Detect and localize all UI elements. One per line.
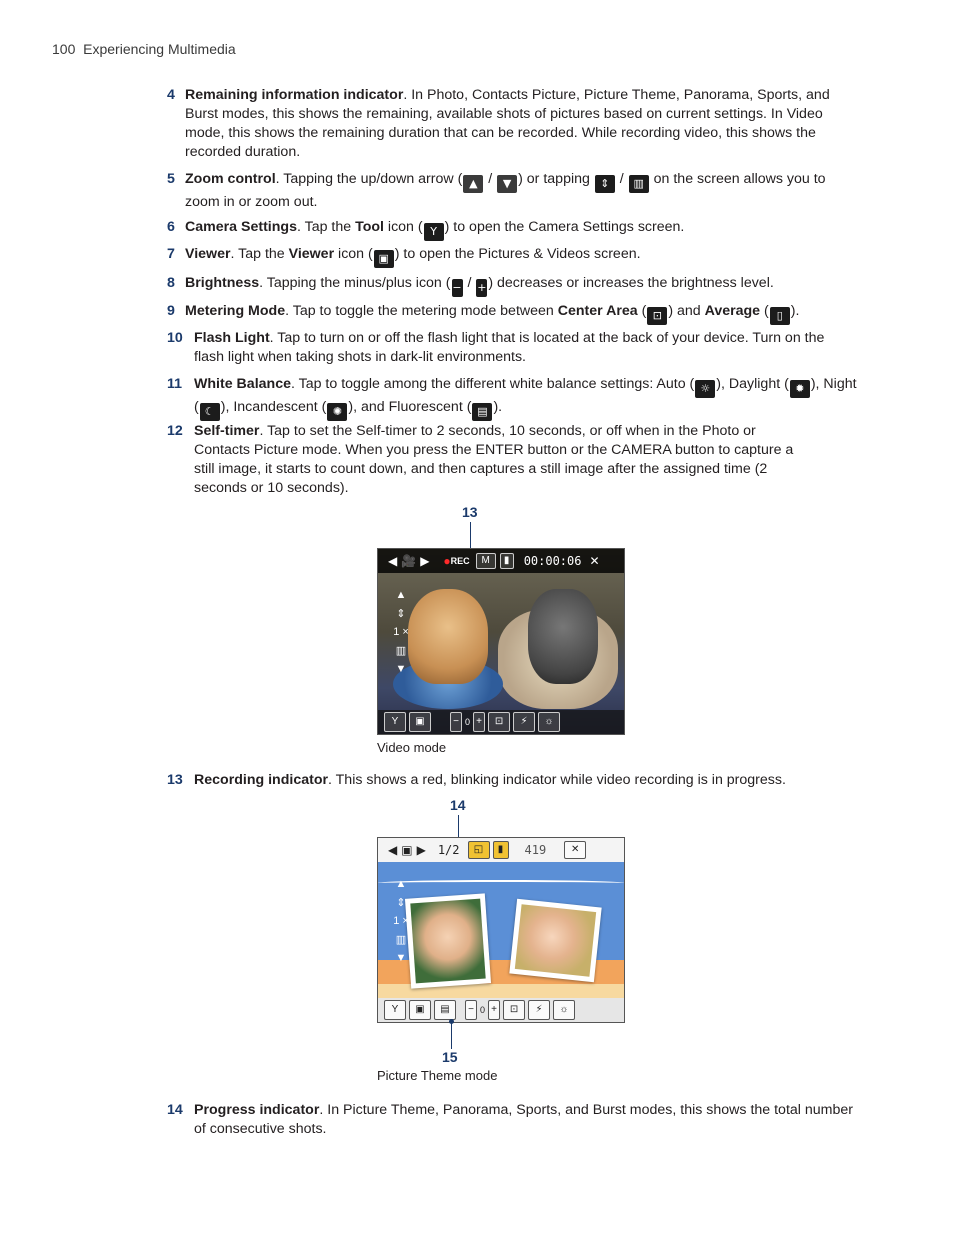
storage-icon: ◱ [468,841,490,859]
close-icon[interactable]: ✕ [564,841,586,859]
remaining-shots: 419 [524,843,547,857]
callout-15-leader [451,1021,452,1049]
item-number: 6 [167,219,175,235]
minus-icon[interactable]: − [450,712,462,732]
brightness-level: 0 [480,1005,486,1015]
list-item-6 [167,218,857,241]
minus-icon: − [452,279,463,297]
wb-daylight-icon: ✹ [790,380,810,398]
item-text: ( [760,303,769,319]
zoom-up-arrow-icon: ▲ [463,175,483,193]
tool-icon: Y [424,223,444,241]
callout-15: 15 [442,1049,458,1065]
item-text: . Tap the [230,246,289,262]
photo-schnauzer [528,589,598,684]
item-title: White Balance [194,376,291,392]
zoom-in-icon[interactable]: ⇕ [396,897,406,909]
item-text: . This shows a red, blinking indicator while video recording is in progress. [328,772,786,788]
item-title: Viewer [185,246,231,262]
figure-caption: Picture Theme mode [377,1068,498,1083]
plus-icon: + [476,279,487,297]
battery-icon: ▮ [500,553,514,569]
picture-theme-screenshot [377,837,625,1023]
item-bold: Viewer [288,246,335,262]
wb-fluorescent-icon: ▤ [472,403,492,421]
list-item-14 [167,1101,857,1139]
brightness-level: 0 [465,717,471,727]
progress-indicator: 1/2 [437,843,460,857]
theme-photo-frame-2 [509,899,601,982]
list-item-5: 5 Zoom control. Tapping the up/down arrow ( ▲ / ▼ ) or tapping ⇕ / ▥ on the screen allows you to zoom in or zoom out. [167,171,826,210]
recording-indicator: REC [450,556,470,566]
item-text: . Tap the [296,219,356,235]
camera-bottom-bar [378,998,624,1022]
item-number: 14 [167,1102,183,1118]
item-text: ), and Fluorescent ( [348,399,472,415]
item-text: . In Picture Theme, Panorama, Sports, and Burst modes, this shows the total number of consecutive shots. [194,1102,853,1137]
item-number: 13 [167,772,183,788]
zoom-out-icon[interactable]: ▥ [395,934,407,946]
item-text: ) to open the Camera Settings screen. [444,219,685,235]
item-text: ). [493,399,503,415]
video-mode-screenshot [377,548,625,735]
item-text: on the screen allows you to zoom in or zoom out. [185,171,826,210]
center-area-icon[interactable]: ⊡ [488,712,510,732]
remaining-duration: 00:00:06 [523,554,582,568]
plus-icon[interactable]: + [488,1000,500,1020]
video-mode-icon: 🎥 [401,554,417,568]
item-title: Zoom control [185,171,276,187]
minus-icon[interactable]: − [465,1000,477,1020]
item-title: Brightness [185,275,260,291]
item-text: ), Incandescent ( [220,399,327,415]
item-title: Metering Mode [185,303,286,319]
item-text: ) decreases or increases the brightness level. [488,275,774,291]
figure-caption: Video mode [377,740,447,755]
photo-pomeranian [408,589,488,684]
recording-dot-icon: ● [443,554,451,568]
average-icon: ▯ [770,307,790,325]
viewer-icon: ▣ [374,250,394,268]
battery-icon: ▮ [493,841,509,859]
item-title: Flash Light [194,330,270,346]
template-select-icon[interactable]: ▤ [434,1000,456,1020]
wb-auto-icon[interactable]: ☼ [538,712,560,732]
item-bold: Average [704,303,761,319]
item-text: ( [637,303,647,319]
list-item-10 [167,329,857,367]
viewer-icon[interactable]: ▣ [409,1000,431,1020]
storage-icon: M [476,553,496,569]
zoom-in-icon[interactable]: ⇕ [396,608,406,620]
list-item-4 [167,86,857,162]
zoom-out-icon: ▥ [629,175,649,193]
list-item-8: 8 Brightness. Tapping the minus/plus icon ( − / + ) decreases or increases the brightness level. [167,274,857,297]
item-bold: Tool [355,219,384,235]
section-title: Experiencing Multimedia [83,41,236,57]
zoom-out-icon[interactable]: ▥ [395,645,407,657]
item-text: ), Daylight ( [716,376,789,392]
item-number: 11 [167,376,182,392]
item-title: Camera Settings [185,219,297,235]
next-mode-icon[interactable]: ▶ [420,554,430,568]
item-text: ) and [668,303,705,319]
item-title: Recording indicator [194,772,329,788]
item-title: Self-timer [194,423,260,439]
viewer-icon[interactable]: ▣ [409,712,431,732]
zoom-in-icon: ⇕ [595,175,615,193]
item-text: ). [790,303,800,319]
theme-photo-frame-1 [405,893,491,988]
zoom-control[interactable] [388,589,414,681]
zoom-down-arrow-icon[interactable]: ▼ [395,663,407,675]
wb-night-icon: ☾ [200,403,220,421]
list-item-7 [167,245,857,268]
item-text: ), Night ( [194,376,857,415]
picture-theme-mode-icon: ▣ [401,843,413,857]
prev-mode-icon[interactable]: ◀ [388,843,398,857]
item-text: . Tap to turn on or off the flash light that is located at the back of your device. Turn on the flash light when taking shots in dark-lit environments. [194,330,825,365]
zoom-level: 1 × [393,915,409,927]
running-header [52,41,236,57]
item-text: . Tap to toggle the metering mode between [285,303,558,319]
list-item-11 [167,375,857,421]
item-text: . Tap to toggle among the different white balance settings: Auto ( [290,376,695,392]
zoom-control[interactable] [388,878,414,970]
camera-top-bar [378,549,624,573]
wb-incandescent-icon: ✺ [327,403,347,421]
item-text: . Tapping the up/down arrow ( [275,171,463,187]
item-number: 9 [167,303,175,319]
item-text: icon ( [383,219,423,235]
list-item-12 [167,422,857,498]
camera-top-bar [378,838,624,862]
list-item-9 [167,302,857,325]
item-number: 8 [167,275,175,291]
theme-rope [378,880,624,886]
list-item-13 [167,771,857,790]
callout-15-dot [449,1019,454,1024]
item-text: . Tapping the minus/plus icon ( [259,275,451,291]
item-title: Remaining information indicator [185,87,404,103]
zoom-down-arrow-icon[interactable]: ▼ [395,952,407,964]
zoom-up-arrow-icon[interactable]: ▲ [395,878,407,890]
camera-bottom-bar [378,710,624,734]
item-text: . Tap to set the Self-timer to 2 seconds, 10 seconds, or off when in the Photo or Contacts Picture mode. When you press the ENTER button or the CAMERA button to capture a still image, it starts to count down, and then captures a still image after the assigned time (2 seconds or 10 seconds). [194,423,794,496]
tool-icon[interactable]: Y [384,1000,406,1020]
item-number: 5 [167,171,175,187]
zoom-down-arrow-icon: ▼ [497,175,517,193]
flash-light-icon[interactable]: ⚡ [528,1000,550,1020]
page-number: 100 [52,41,76,57]
item-text: icon ( [334,246,373,262]
plus-icon[interactable]: + [473,712,485,732]
item-number: 10 [167,330,183,346]
item-text: . In Photo, Contacts Picture, Picture Theme, Panorama, Sports, and Burst modes, this shows the remaining, available shots of pictures based on current settings. In Video mode, this shows the remaining duration that can be recorded. While recording video, this shows the recorded duration. [185,87,830,160]
item-number: 4 [167,87,175,103]
flash-light-icon[interactable]: ⚡ [513,712,535,732]
tool-icon[interactable]: Y [384,712,406,732]
next-mode-icon[interactable]: ▶ [416,843,426,857]
prev-mode-icon[interactable]: ◀ [388,554,398,568]
item-title: Progress indicator [194,1102,320,1118]
item-bold: Center Area [557,303,638,319]
zoom-level: 1 × [393,626,409,638]
wb-auto-icon: ☼ [695,380,715,398]
wb-auto-icon[interactable]: ☼ [553,1000,575,1020]
item-text: ) to open the Pictures & Videos screen. [394,246,641,262]
item-number: 7 [167,246,175,262]
center-area-icon: ⊡ [647,307,667,325]
callout-13: 13 [462,504,478,520]
zoom-up-arrow-icon[interactable]: ▲ [395,589,407,601]
close-icon[interactable]: ✕ [589,554,600,568]
item-number: 12 [167,423,183,439]
center-area-icon[interactable]: ⊡ [503,1000,525,1020]
item-text: ) or tapping [518,171,590,187]
callout-14: 14 [450,797,466,813]
